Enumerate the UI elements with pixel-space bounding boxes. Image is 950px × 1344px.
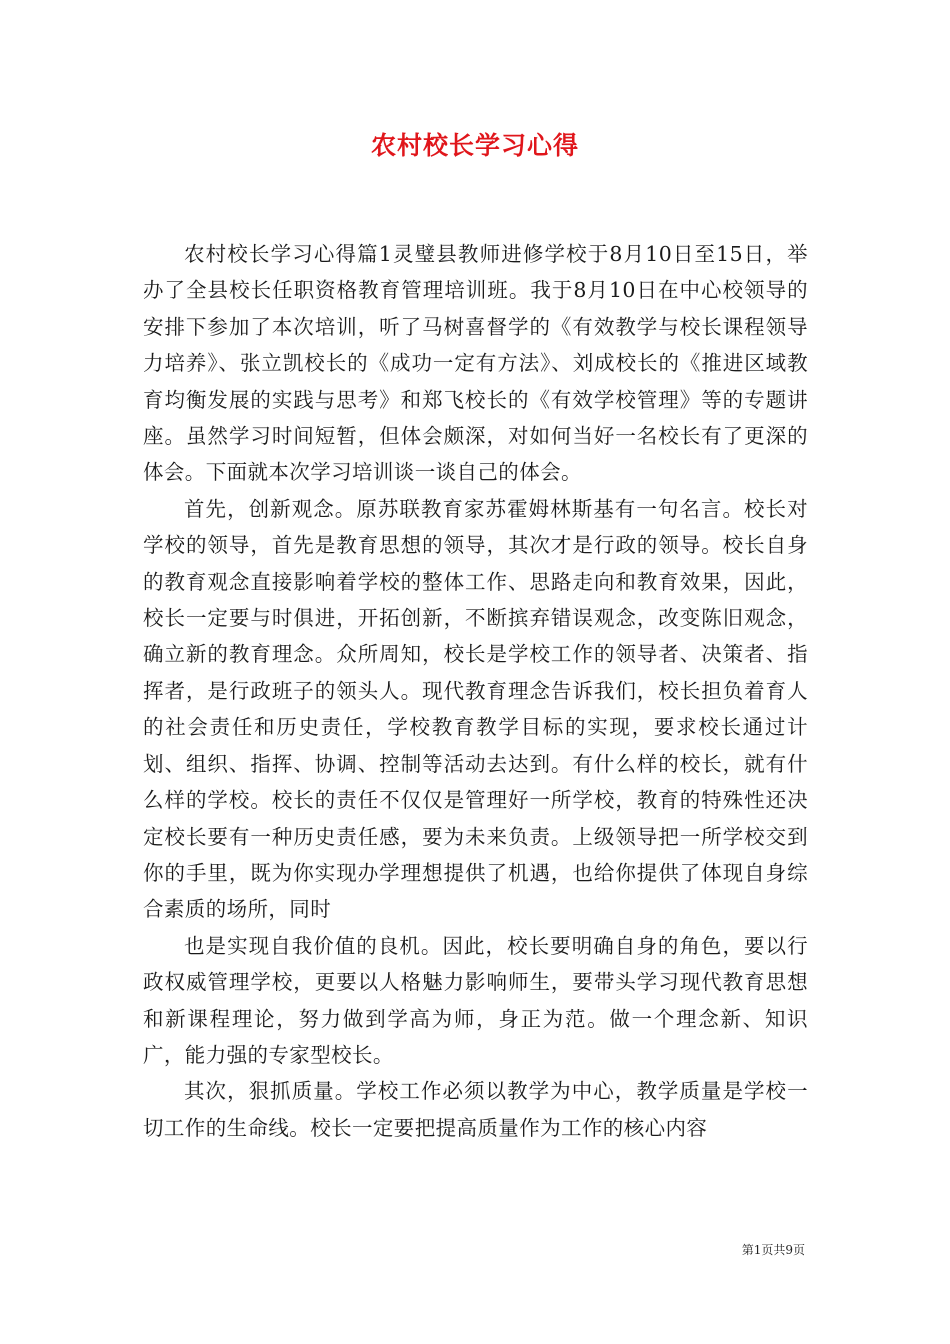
paragraph-quality: 其次，狠抓质量。学校工作必须以教学为中心，教学质量是学校一切工作的生命线。校长一定要把提高质量作为工作的核心内容 (143, 1079, 808, 1140)
paragraph-self-value: 也是实现自我价值的良机。因此，校长要明确自身的角色，要以行政权威管理学校，更要以人格魅力影响师生，要带头学习现代教育思想和新课程理论，努力做到学高为师，身正为范。做一个理念新、知识广，能力强的专家型校长。 (143, 933, 808, 1067)
page-number: 第1页共9页 (741, 1243, 805, 1257)
document-body (143, 236, 808, 1146)
paragraph-intro: 农村校长学习心得篇1灵璧县教师进修学校于8月10日至15日，举办了全县校长任职资格教育管理培训班。我于8月10日在中心校领导的安排下参加了本次培训，听了马树喜督学的《有效教学与校长课程领导力培养》、张立凯校长的《成功一定有方法》、刘成校长的《推进区域教育均衡发展的实践与思考》和郑飞校长的《有效学校管理》等的专题讲座。虽然学习时间短暂，但体会颇深，对如何当好一名校长有了更深的体会。下面就本次学习培训谈一谈自己的体会。 (143, 242, 808, 485)
document-title: 农村校长学习心得 (370, 131, 579, 160)
paragraph-innovate-concepts: 首先，创新观念。原苏联教育家苏霍姆林斯基有一句名言。校长对学校的领导，首先是教育思想的领导，其次才是行政的领导。校长自身的教育观念直接影响着学校的整体工作、思路走向和教育效果，因此，校长一定要与时俱进，开拓创新，不断摈弃错误观念，改变陈旧观念，确立新的教育理念。众所周知，校长是学校工作的领导者、决策者、指挥者，是行政班子的领头人。现代教育理念告诉我们，校长担负着育人的社会责任和历史责任，学校教育教学目标的实现，要求校长通过计划、组织、指挥、协调、控制等活动去达到。有什么样的校长，就有什么样的学校。校长的责任不仅仅是管理好一所学校，教育的特殊性还决定校长要有一种历史责任感，要为未来负责。上级领导把一所学校交到你的手里，既为你实现办学理想提供了机遇，也给你提供了体现自身综合素质的场所，同时 (143, 496, 808, 922)
